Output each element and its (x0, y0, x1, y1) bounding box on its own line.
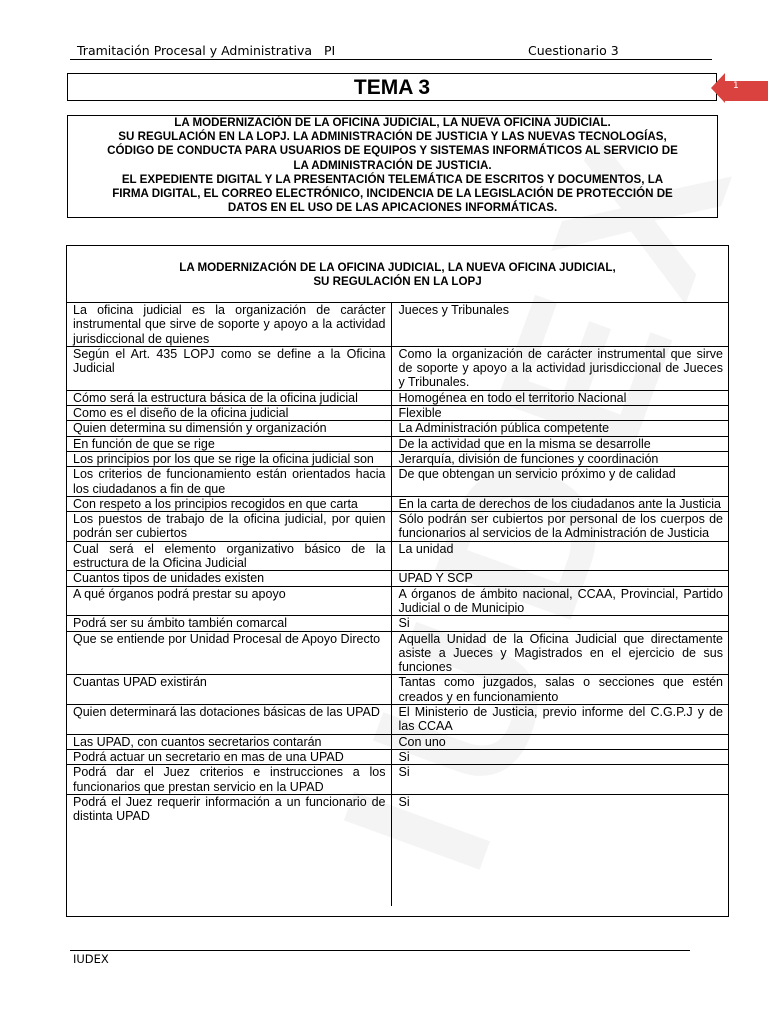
question-cell: Cuantas UPAD existirán (67, 675, 391, 705)
question-cell: Quien determina su dimensión y organización (67, 421, 391, 436)
table-heading-line: SU REGULACIÓN EN LA LOPJ (313, 275, 482, 288)
answer-cell: Con uno (391, 734, 728, 749)
table-row (67, 467, 728, 497)
table-row (67, 390, 728, 405)
question-cell: Como es el diseño de la oficina judicial (67, 406, 391, 421)
table-row (67, 765, 728, 795)
topic-line: LA MODERNIZACIÓN DE LA OFICINA JUDICIAL, LA NUEVA OFICINA JUDICIAL. (174, 116, 611, 129)
topic-line: SU REGULACIÓN EN LA LOPJ. LA ADMINISTRACIÓN DE JUSTICIA Y LAS NUEVAS TECNOLOGÍAS, (118, 130, 667, 144)
answer-cell: De la actividad que en la misma se desarrolle (391, 436, 728, 451)
table-row (67, 586, 728, 616)
answer-cell: Si (391, 765, 728, 795)
topic-line: LA ADMINISTRACIÓN DE JUSTICIA. (293, 158, 492, 172)
page-number: 1 (733, 81, 739, 91)
table-row (67, 451, 728, 466)
answer-cell: Si (391, 749, 728, 764)
table-row (67, 436, 728, 451)
table-row (67, 631, 728, 675)
table-row (67, 705, 728, 735)
table-row (67, 421, 728, 436)
table-heading-line: LA MODERNIZACIÓN DE LA OFICINA JUDICIAL, LA NUEVA OFICINA JUDICIAL, (179, 261, 616, 274)
table-row (67, 734, 728, 749)
topic-line: FIRMA DIGITAL, EL CORREO ELECTRÓNICO, INCIDENCIA DE LA LEGISLACIÓN DE PROTECCIÓN DE (112, 187, 673, 201)
question-cell: Podrá actuar un secretario en mas de una UPAD (67, 749, 391, 764)
page-title: TEMA 3 (67, 73, 717, 101)
question-cell: Podrá ser su ámbito también comarcal (67, 616, 391, 631)
question-answer-table (67, 303, 728, 906)
table-row (67, 406, 728, 421)
page-footer (70, 950, 690, 966)
answer-cell: Si (391, 616, 728, 631)
question-cell: Quien determinará las dotaciones básicas de las UPAD (67, 705, 391, 735)
table-row (67, 571, 728, 586)
topic-line: EL EXPEDIENTE DIGITAL Y LA PRESENTACIÓN TELEMÁTICA DE ESCRITOS Y DOCUMENTOS, LA (121, 172, 664, 186)
question-cell: En función de que se rige (67, 436, 391, 451)
answer-cell: Sólo podrán ser cubiertos por personal de los cuerpos de funcionarios al servicios de la Administración de Justicia (391, 512, 728, 542)
answer-cell: En la carta de derechos de los ciudadanos ante la Justicia (391, 496, 728, 511)
table-row (67, 749, 728, 764)
topic-line: CÓDIGO DE CONDUCTA PARA USUARIOS DE EQUIPOS Y SISTEMAS INFORMÁTICOS AL SERVICIO DE (107, 144, 678, 158)
answer-cell: Aquella Unidad de la Oficina Judicial que directamente asiste a Jueces y Magistrados en el ejercicio de sus funciones (391, 631, 728, 675)
table-row (67, 675, 728, 705)
question-cell: A qué órganos podrá prestar su apoyo (67, 586, 391, 616)
question-cell: Cual será el elemento organizativo básico de la estructura de la Oficina Judicial (67, 541, 391, 571)
question-cell: Podrá dar el Juez criterios e instrucciones a los funcionarios que prestan servicio en la UPAD (67, 765, 391, 795)
question-cell: Las UPAD, con cuantos secretarios contarán (67, 734, 391, 749)
question-cell: Cómo será la estructura básica de la oficina judicial (67, 390, 391, 405)
question-cell: Según el Art. 435 LOPJ como se define a la Oficina Judicial (67, 346, 391, 390)
answer-cell: UPAD Y SCP (391, 571, 728, 586)
question-cell: Los principios por los que se rige la oficina judicial son (67, 451, 391, 466)
answer-cell: A órganos de ámbito nacional, CCAA, Provincial, Partido Judicial o de Municipio (391, 586, 728, 616)
table-row (67, 512, 728, 542)
answer-cell: Como la organización de carácter instrumental que sirve de soporte y apoyo a la actividad jurisdiccional de Jueces y Tribunales. (391, 346, 728, 390)
table-row (67, 346, 728, 390)
header-course-title: Tramitación Procesal y Administrativa PI (77, 43, 336, 58)
question-cell: Los criterios de funcionamiento están orientados hacia los ciudadanos a fin de que (67, 467, 391, 497)
footer-text: IUDEX (73, 952, 109, 966)
page-number-tab[interactable] (711, 73, 768, 103)
answer-cell: El Ministerio de Justicia, previo informe del C.G.P.J y de las CCAA (391, 705, 728, 735)
answer-cell: Si (398, 794, 410, 809)
answer-cell: La Administración pública competente (391, 421, 728, 436)
question-cell: La oficina judicial es la organización de carácter instrumental que sirve de soporte y apoyo a la actividad jurisdiccional de quienes (67, 303, 391, 346)
table-row (67, 303, 728, 346)
table-row (67, 541, 728, 571)
table-row (67, 496, 728, 511)
question-cell: Que se entiende por Unidad Procesal de Apoyo Directo (67, 631, 391, 675)
answer-cell: Homogénea en todo el territorio Nacional (391, 390, 728, 405)
answer-cell: Jueces y Tribunales (391, 303, 728, 346)
table-heading (67, 246, 728, 303)
page-header (70, 42, 712, 60)
questionnaire-table (66, 245, 729, 917)
question-cell: Con respeto a los principios recogidos en que carta (67, 496, 391, 511)
topic-summary (67, 115, 718, 218)
question-cell: Los puestos de trabajo de la oficina judicial, por quien podrán ser cubiertos (67, 512, 391, 542)
answer-cell: Tantas como juzgados, salas o secciones que estén creados y en funcionamiento (391, 675, 728, 705)
header-questionnaire: Cuestionario 3 (528, 43, 619, 58)
table-row (67, 616, 728, 631)
topic-line: DATOS EN EL USO DE LAS APICACIONES INFORMÁTICAS. (227, 201, 558, 215)
answer-cell: Flexible (391, 406, 728, 421)
answer-cell: Jerarquía, división de funciones y coordinación (391, 451, 728, 466)
page-tab-arrow-icon (711, 73, 768, 103)
answer-cell: De que obtengan un servicio próximo y de calidad (391, 467, 728, 497)
question-cell: Podrá el Juez requerir información a un funcionario de distinta UPAD (67, 794, 391, 906)
answer-cell: La unidad (391, 541, 728, 571)
question-cell: Cuantos tipos de unidades existen (67, 571, 391, 586)
table-row (67, 794, 728, 906)
